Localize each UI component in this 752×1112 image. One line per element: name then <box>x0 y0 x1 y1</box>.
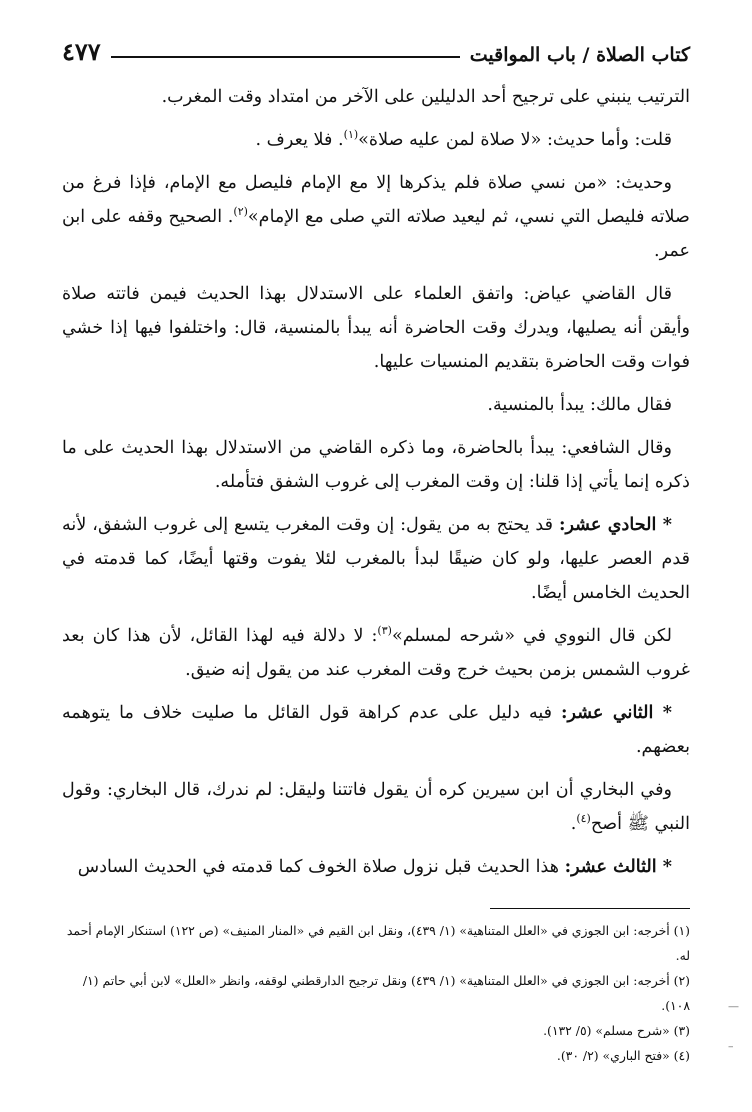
header-rule <box>111 56 460 58</box>
chapter-title: كتاب الصلاة / باب المواقيت <box>469 44 690 66</box>
paragraph-8-text: لكن قال النووي في «شرحه لمسلم» <box>391 626 672 646</box>
paragraph-4-text: قال القاضي عياض: واتفق العلماء على الاستدلال بهذا الحديث فيمن فاتته صلاة وأيقن أنه يصليها، ويدرك وقت الحاضرة أنه يبدأ بالمنسية، قال: واختلفوا فيها إذا خشي فوات وقت الحاضرة بتقديم المنسيات عليها. <box>62 284 690 372</box>
footnote-ref-3: (٣) <box>377 624 392 638</box>
paragraph-9-text: فيه دليل على عدم كراهة قول القائل ما صليت خلاف ما يتوهمه بعضهم. <box>62 703 690 757</box>
footnote-3: (٣) «شرح مسلم» (٥/ ١٣٢). <box>543 1023 690 1038</box>
point-heading-12: * الثاني عشر: <box>561 702 673 723</box>
paragraph-11-text: هذا الحديث قبل نزول صلاة الخوف كما قدمته في الحديث السادس <box>77 857 559 877</box>
scan-mark-dash: — <box>728 1000 739 1013</box>
paragraph-3 <box>62 166 690 268</box>
footnote-2: (٢) أخرجه: ابن الجوزي في «العلل المتناهية» (١/ ٤٣٩) ونقل ترجيح الدارقطني لوقفه، وانظر «العلل» لابن أبي حاتم (١/ ١٠٨). <box>82 973 690 1013</box>
paragraph-6-text: وقال الشافعي: يبدأ بالحاضرة، وما ذكره القاضي من الاستدلال بهذا الحديث على ما ذكره إنما يأتي إذا قلنا: إن وقت المغرب إلى غروب الشفق فتأمله. <box>62 438 690 492</box>
paragraph-8-tail: : لا دلالة فيه لهذا القائل، لأن هذا كان بعد غروب الشمس بزمن بحيث خرج وقت المغرب عند من يقول إنه ضيق. <box>62 626 690 680</box>
paragraph-8 <box>62 619 690 687</box>
paragraph-1-text: الترتيب ينبني على ترجيح أحد الدليلين على الآخر من امتداد وقت المغرب. <box>161 87 690 107</box>
paragraph-10-text: وفي البخاري أن ابن سيرين كره أن يقول فاتتنا وليقل: لم ندرك، قال البخاري: وقول النبي ﷺ أصح <box>62 780 690 834</box>
paragraph-9 <box>62 696 690 764</box>
footnote-ref-2: (٢) <box>233 205 248 219</box>
paragraph-5-text: فقال مالك: يبدأ بالمنسية. <box>487 395 672 415</box>
paragraph-4 <box>62 277 690 379</box>
paragraph-10-tail: . <box>570 814 577 834</box>
paragraph-6 <box>62 431 690 499</box>
footnote-4: (٤) «فتح الباري» (٢/ ٣٠). <box>556 1048 690 1063</box>
paragraph-3-text: وحديث: «من نسي صلاة فلم يذكرها إلا مع الإمام فليصل مع الإمام، فإذا فرغ من صلاته فليصل التي نسي، ثم ليعيد صلاته التي صلى مع الإمام» <box>62 173 690 227</box>
paragraph-2-text: قلت: وأما حديث: «لا صلاة لمن عليه صلاة» <box>358 130 672 150</box>
running-header <box>62 26 690 66</box>
paragraph-10 <box>62 773 690 841</box>
point-heading-13: * الثالث عشر: <box>564 856 672 877</box>
footnote-ref-1: (١) <box>343 128 359 142</box>
paragraph-7 <box>62 508 690 610</box>
footnotes <box>62 918 690 1068</box>
paragraph-3-tail: . الصحيح وقفه على ابن عمر. <box>62 207 690 261</box>
footnote-1: (١) أخرجه: ابن الجوزي في «العلل المتناهية» (١/ ٤٣٩)، ونقل ابن القيم في «المنار المنيف» (ص ١٢٢) استنكار الإمام أحمد له. <box>66 923 690 963</box>
scan-mark-dash-2: – <box>728 1040 734 1053</box>
paragraph-2 <box>62 123 690 157</box>
paragraph-2-tail: . فلا يعرف . <box>255 130 344 150</box>
paragraph-1 <box>62 80 690 114</box>
footnote-separator <box>490 908 690 909</box>
main-text <box>62 80 690 893</box>
page-number: ٤٧٧ <box>62 37 101 66</box>
paragraph-11 <box>62 850 690 884</box>
footnote-ref-4: (٤) <box>576 812 591 826</box>
paragraph-5 <box>62 388 690 422</box>
point-heading-11: * الحادي عشر: <box>558 514 672 535</box>
paragraph-7-text: قد يحتج به من يقول: إن وقت المغرب يتسع إلى غروب الشفق، لأنه قدم العصر عليها، ولو كان ضيقًا لبدأ بالمغرب لئلا يفوت وقتها أيضًا، كما قدمته في الحديث الخامس أيضًا. <box>62 515 690 603</box>
